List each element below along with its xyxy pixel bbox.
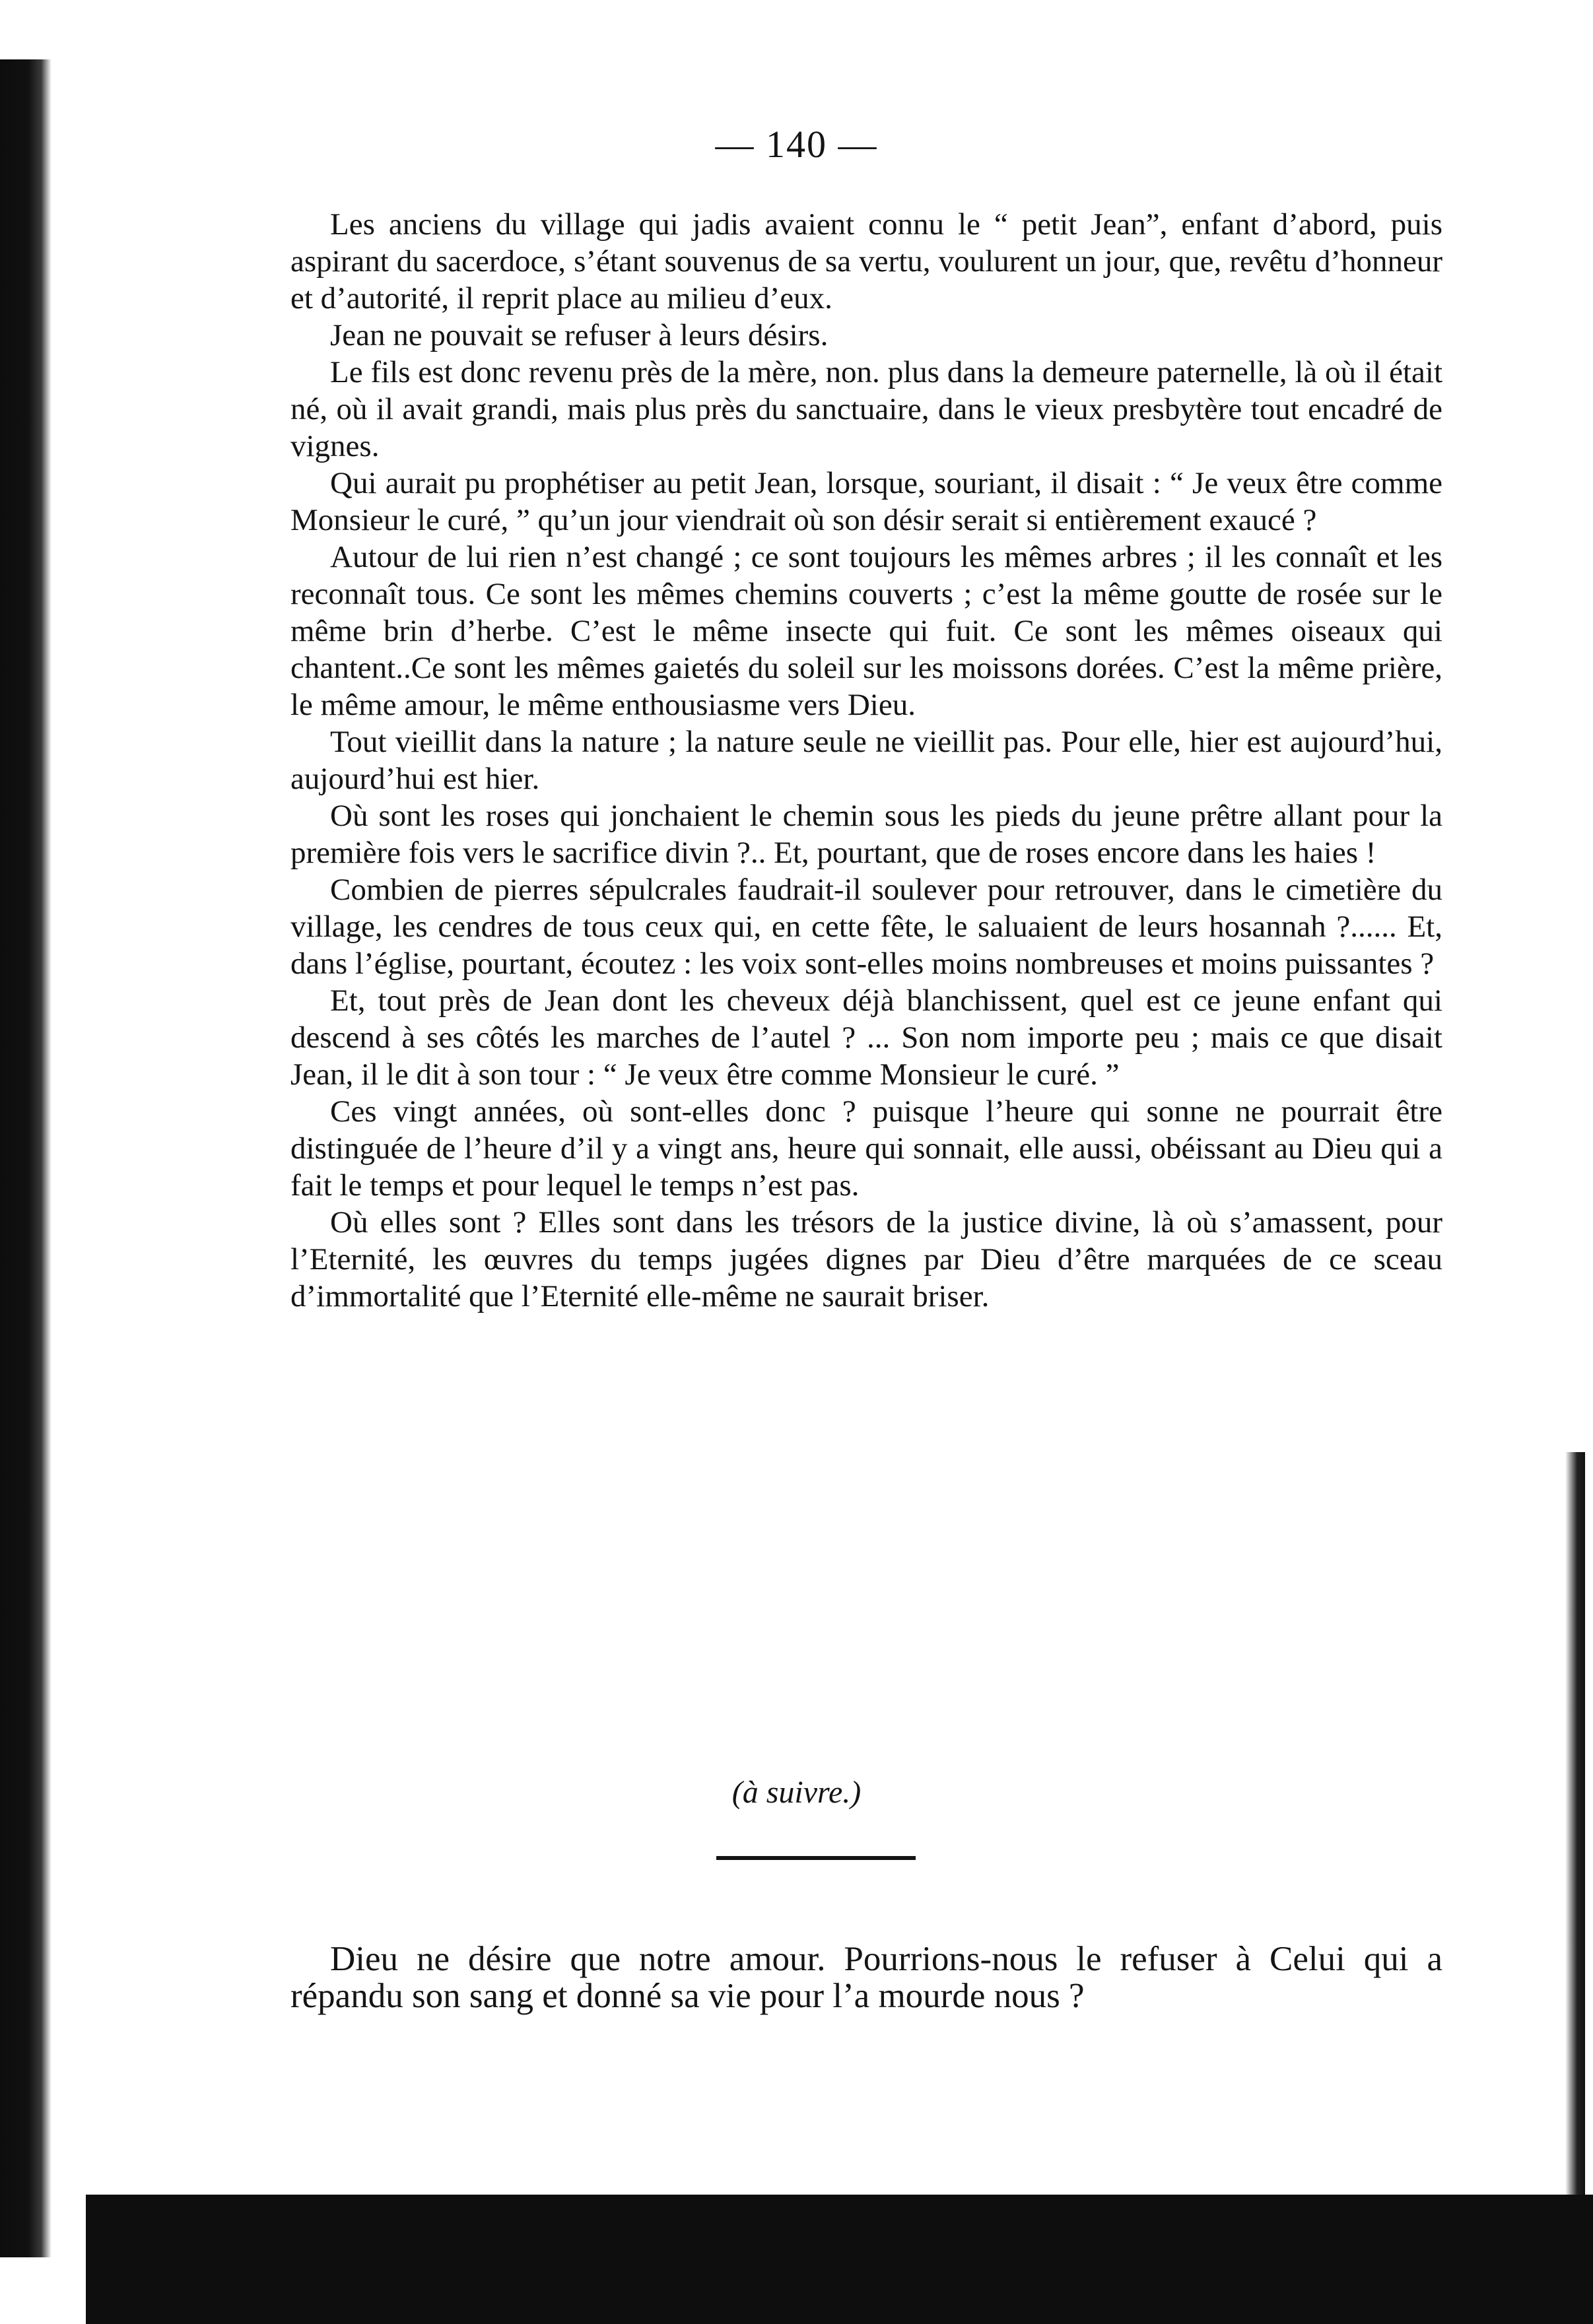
paragraph: Où elles sont ? Elles sont dans les trésors de la justice divine, là où s’amassent, pour l’Eternité, les œuvres du temps jugées dignes par Dieu d’être marquées de ce sceau d’immortalité que l’Eternité elle-même ne saurait briser. xyxy=(290,1205,1442,1313)
scan-edge-right xyxy=(1565,1452,1585,2198)
paragraph: Et, tout près de Jean dont les cheveux déjà blanchissent, quel est ce jeune enfant qui descend à ses côtés les marches de l’autel ? ... Son nom importe peu ; mais ce que disait Jean, il le dit à son tour : “ Je veux être comme Monsieur le curé. ” xyxy=(290,983,1442,1092)
paragraph: Combien de pierres sépulcrales faudrait-il soulever pour retrouver, dans le cimetière du village, les cendres de tous ceux qui, en cette fête, le saluaient de leurs hosannah ?...... Et, dans l’église, pourtant, écoutez : les voix sont-elles moins nombreuses et moins puissantes ? xyxy=(290,873,1442,981)
paragraph: Tout vieillit dans la nature ; la nature seule ne vieillit pas. Pour elle, hier est aujourd’hui, aujourd’hui est hier. xyxy=(290,725,1442,796)
paragraph: Ces vingt années, où sont-elles donc ? puisque l’heure qui sonne ne pourrait être distinguée de l’heure d’il y a vingt ans, heure qui sonnait, elle aussi, obéissant au Dieu qui a fait le temps et pour lequel le temps n’est pas. xyxy=(290,1094,1442,1203)
page-number: — 140 — xyxy=(715,123,878,166)
paragraph: Où sont les roses qui jonchaient le chemin sous les pieds du jeune prêtre allant pour la première fois vers le sacrifice divin ?.. Et, pourtant, que de roses encore dans les haies ! xyxy=(290,799,1442,870)
paragraph: Autour de lui rien n’est changé ; ce sont toujours les mêmes arbres ; il les connaît et les reconnaît tous. Ce sont les mêmes chemins couverts ; c’est la même goutte de rosée sur le même brin d’herbe. C’est le même insecte qui fuit. Ce sont les mêmes oiseaux qui chantent..Ce sont les mêmes gaietés du soleil sur les moissons dorées. C’est la même prière, le même amour, le même enthousiasme vers Dieu. xyxy=(290,540,1442,722)
scan-edge-bottom xyxy=(86,2195,1593,2324)
scan-edge-left xyxy=(0,59,51,2257)
paragraph: Les anciens du village qui jadis avaient connu le “ petit Jean”, enfant d’abord, puis aspirant du sacerdoce, s’étant souvenus de sa vertu, voulurent un jour, que, revêtu d’honneur et d’autorité, il reprit place au milieu d’eux. xyxy=(290,207,1442,315)
article-body xyxy=(290,206,1442,1315)
paragraph: Qui aurait pu prophétiser au petit Jean, lorsque, souriant, il disait : “ Je veux être comme Monsieur le curé, ” qu’un jour viendrait où son désir serait si entièrement exaucé ? xyxy=(290,466,1442,537)
to-be-continued: (à suivre.) xyxy=(731,1775,862,1810)
maxim-text: Dieu ne désire que notre amour. Pourrions-nous le refuser à Celui qui a répandu son sang et donné sa vie pour l’a mourde nous ? xyxy=(290,1940,1442,2015)
section-divider xyxy=(716,1856,916,1860)
closing-maxim xyxy=(290,1941,1442,2014)
paragraph: Jean ne pouvait se refuser à leurs désirs. xyxy=(330,318,829,352)
paragraph: Le fils est donc revenu près de la mère, non. plus dans la demeure paternelle, là où il était né, où il avait grandi, mais plus près du sanctuaire, dans le vieux presbytère tout encadré de vignes. xyxy=(290,355,1442,463)
